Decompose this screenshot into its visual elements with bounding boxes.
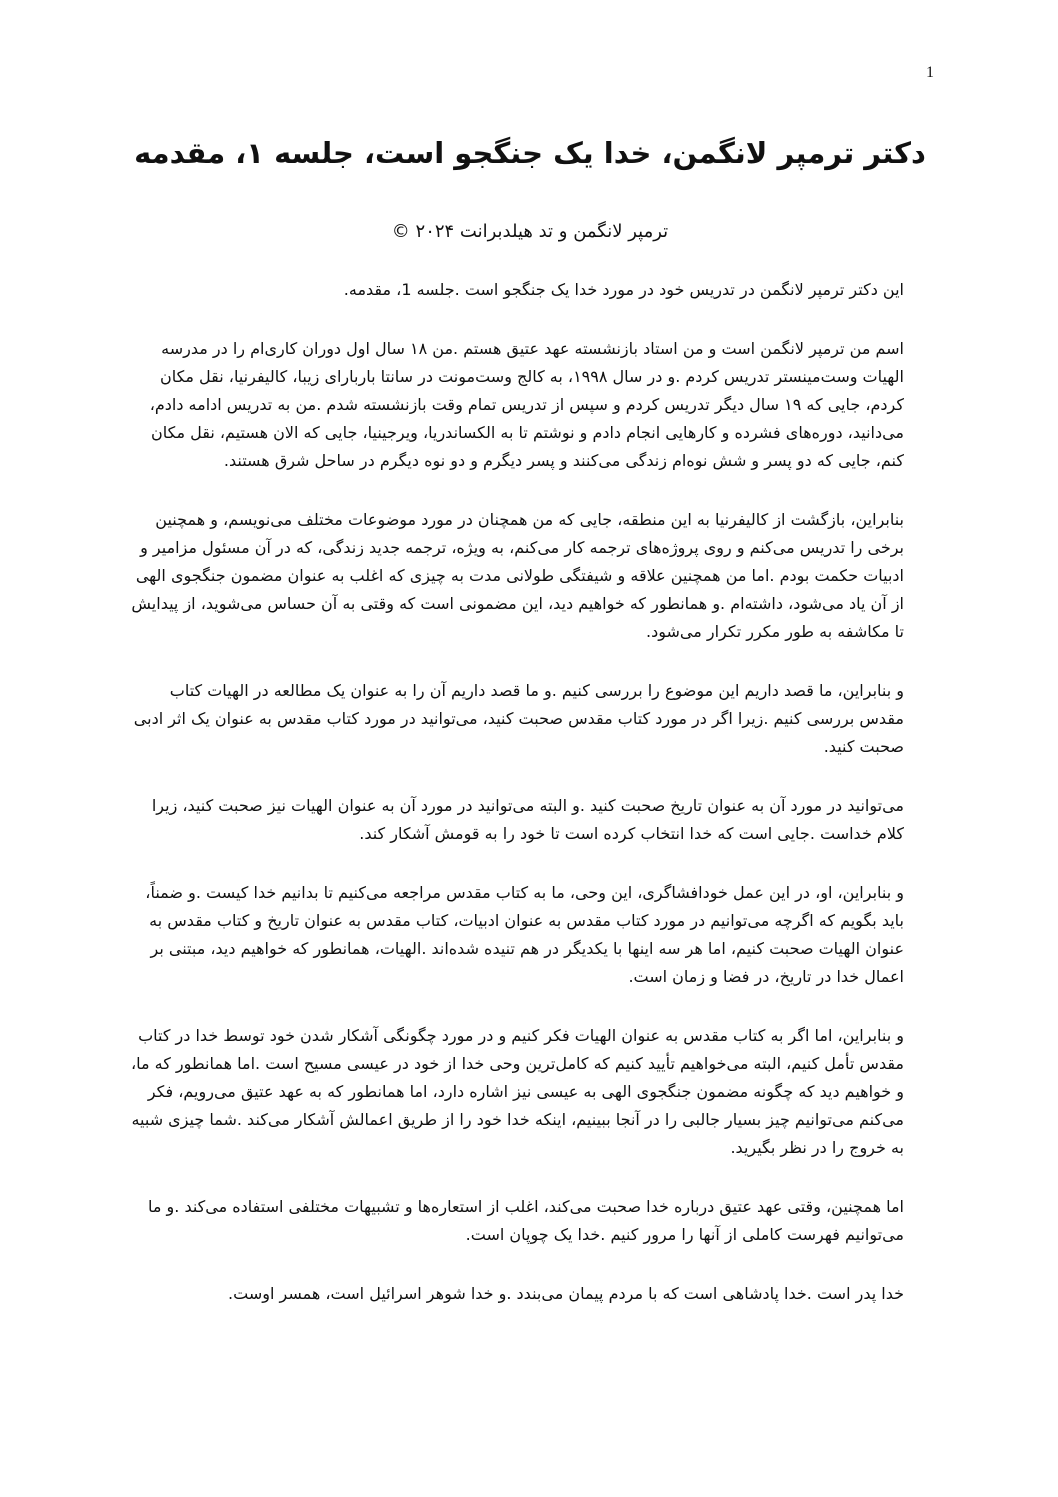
paragraph: بنابراین، بازگشت از کالیفرنیا به این منطقه، جایی که من همچنان در مورد موضوعات مختلف می‌نویسم، و همچنین برخی را تدریس می‌کنم و روی پروژه‌های ترجمه کار می‌کنم، به ویژه، ترجمه جدید زندگی، که در آن مسئول مزامیر و ادبیات حکمت بودم .اما من همچنین علاقه و شیفتگی طولانی مدت به چیزی که اغلب به عنوان مضمون جنگجوی الهی از آن یاد می‌شود، داشته‌ام .و همانطور که خواهیم دید، این مضمونی است که وقتی به آن حساس می‌شوید، از پیدایش تا مکاشفه به طور مکرر تکرار می‌شود.	[131, 510, 904, 641]
paragraph: اما همچنین، وقتی عهد عتیق درباره خدا صحبت می‌کند، اغلب از استعاره‌ها و تشبیهات مختلفی استفاده می‌کند .و ما می‌توانیم فهرست کاملی از آنها را مرور کنیم .خدا یک چوپان است.	[148, 1197, 904, 1244]
paragraph: و بنابراین، او، در این عمل خودافشاگری، این وحی، ما به کتاب مقدس مراجعه می‌کنیم تا بدانیم خدا کیست .و ضمناً، باید بگویم که اگرچه می‌توانیم در مورد کتاب مقدس به عنوان ادبیات، کتاب مقدس به عنوان تاریخ و کتاب مقدس به عنوان الهیات صحبت کنیم، اما هر سه اینها با یکدیگر در هم تنیده شده‌اند .الهیات، همانطور که خواهیم دید، مبتنی بر اعمال خدا در تاریخ، در فضا و زمان است.	[145, 883, 904, 986]
paragraph: و بنابراین، اما اگر به کتاب مقدس به عنوان الهیات فکر کنیم و در مورد چگونگی آشکار شدن خود توسط خدا در کتاب مقدس تأمل کنیم، البته می‌خواهیم تأیید کنیم که کامل‌ترین وحی خدا از خود در عیسی مسیح است .اما همانطور که ما، و خواهیم دید که چگونه مضمون جنگجوی الهی به عیسی نیز اشاره دارد، اما همانطور که به عهد عتیق می‌رویم، فکر می‌کنم می‌توانیم چیز بسیار جالبی را در آنجا ببینیم، اینکه خدا خود را از طریق اعمالش آشکار می‌کند .شما چیزی شبیه به خروج را در نظر بگیرید.	[130, 1026, 904, 1157]
document-body	[128, 276, 904, 1339]
paragraph: این دکتر ترمپر لانگمن در تدریس خود در مورد خدا یک جنگجو است .جلسه 1، مقدمه.	[343, 280, 904, 299]
paragraph: خدا پدر است .خدا پادشاهی است که با مردم پیمان می‌بندد .و خدا شوهر اسرائیل است، همسر اوست.	[228, 1284, 904, 1303]
copyright-line: ترمپر لانگمن و تد هیلدبرانت ۲۰۲۴ ©	[391, 221, 669, 242]
paragraph: اسم من ترمپر لانگمن است و من استاد بازنشسته عهد عتیق هستم .من ۱۸ سال اول دوران کاری‌ام را در مدرسه الهیات وست‌مینستر تدریس کردم .و در سال ۱۹۹۸، به کالج وست‌مونت در سانتا باربارای زیبا، کالیفرنیا، نقل مکان کردم، جایی که ۱۹ سال دیگر تدریس کردم و سپس از تدریس تمام وقت بازنشسته شدم .من به تدریس ادامه دادم، می‌دانید، دوره‌های فشرده و کارهایی انجام دادم و نوشتم تا به الکساندریا، ویرجینیا، جایی که الان هستیم، نقل مکان کنم، جایی که دو پسر و شش نوه‌ام زندگی می‌کنند و پسر دیگرم و دو نوه دیگرم در ساحل شرق هستند.	[149, 339, 904, 470]
page-number: 1	[926, 64, 934, 81]
paragraph: و بنابراین، ما قصد داریم این موضوع را بررسی کنیم .و ما قصد داریم آن را به عنوان یک مطالعه در الهیات کتاب مقدس بررسی کنیم .زیرا اگر در مورد کتاب مقدس صحبت کنید، می‌توانید در مورد کتاب مقدس به عنوان یک اثر ادبی صحبت کنید.	[133, 681, 904, 756]
paragraph: می‌توانید در مورد آن به عنوان تاریخ صحبت کنید .و البته می‌توانید در مورد آن به عنوان الهیات نیز صحبت کنید، زیرا کلام خداست .جایی است که خدا انتخاب کرده است تا خود را به قومش آشکار کند.	[151, 796, 904, 843]
page-title: دکتر ترمپر لانگمن، خدا یک جنگجو است، جلسه ۱، مقدمه	[134, 136, 926, 170]
